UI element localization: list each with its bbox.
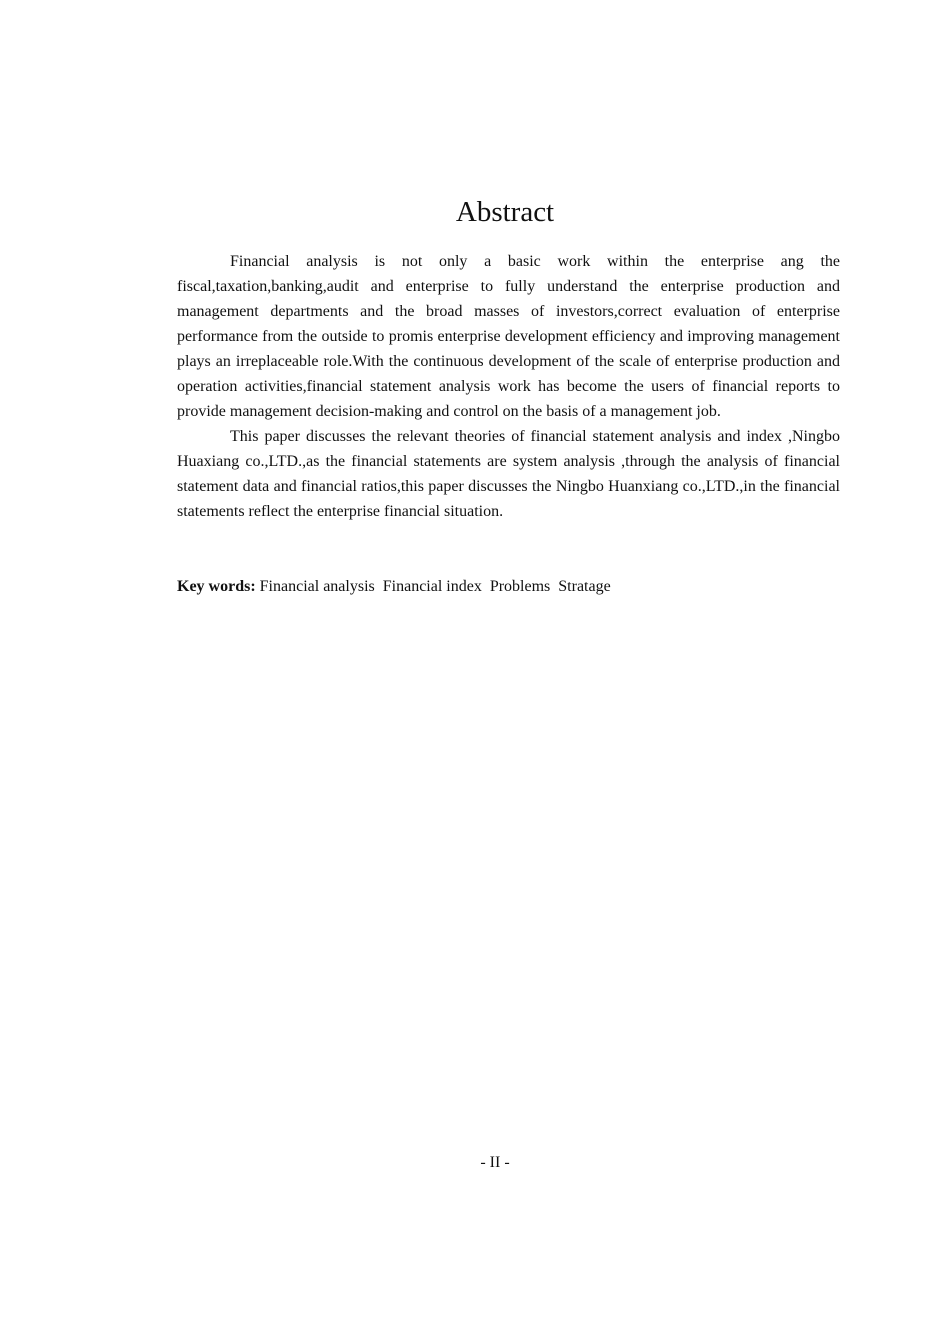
abstract-paragraph: This paper discusses the relevant theories of financial statement analysis and index ,Ningbo Huaxiang co.,LTD.,as the financial statements are system analysis ,through the analysis of financial statement data and financial ratios,this paper discusses the Ningbo Huanxiang co.,LTD.,in the financial statements reflect the enterprise financial situation. [177,428,840,520]
abstract-paragraph: Financial analysis is not only a basic work within the enterprise ang the fiscal,taxation,banking,audit and enterprise to fully understand the enterprise production and management departments and the broad masses of investors,correct evaluation of enterprise performance from the outside to promis enterprise development efficiency and improving management plays an irreplaceable role.With the continuous development of the scale of enterprise production and operation activities,financial statement analysis work has become the users of financial reports to provide management decision-making and control on the basis of a management job. [177,253,840,420]
keywords-text: Financial analysis Financial index Problems Stratage [255,578,611,595]
keywords-label: Key words: [177,578,256,595]
keywords-line [177,574,840,599]
page-number: - II - [480,1154,510,1171]
abstract-body [177,249,840,524]
abstract-title: Abstract [455,196,555,228]
